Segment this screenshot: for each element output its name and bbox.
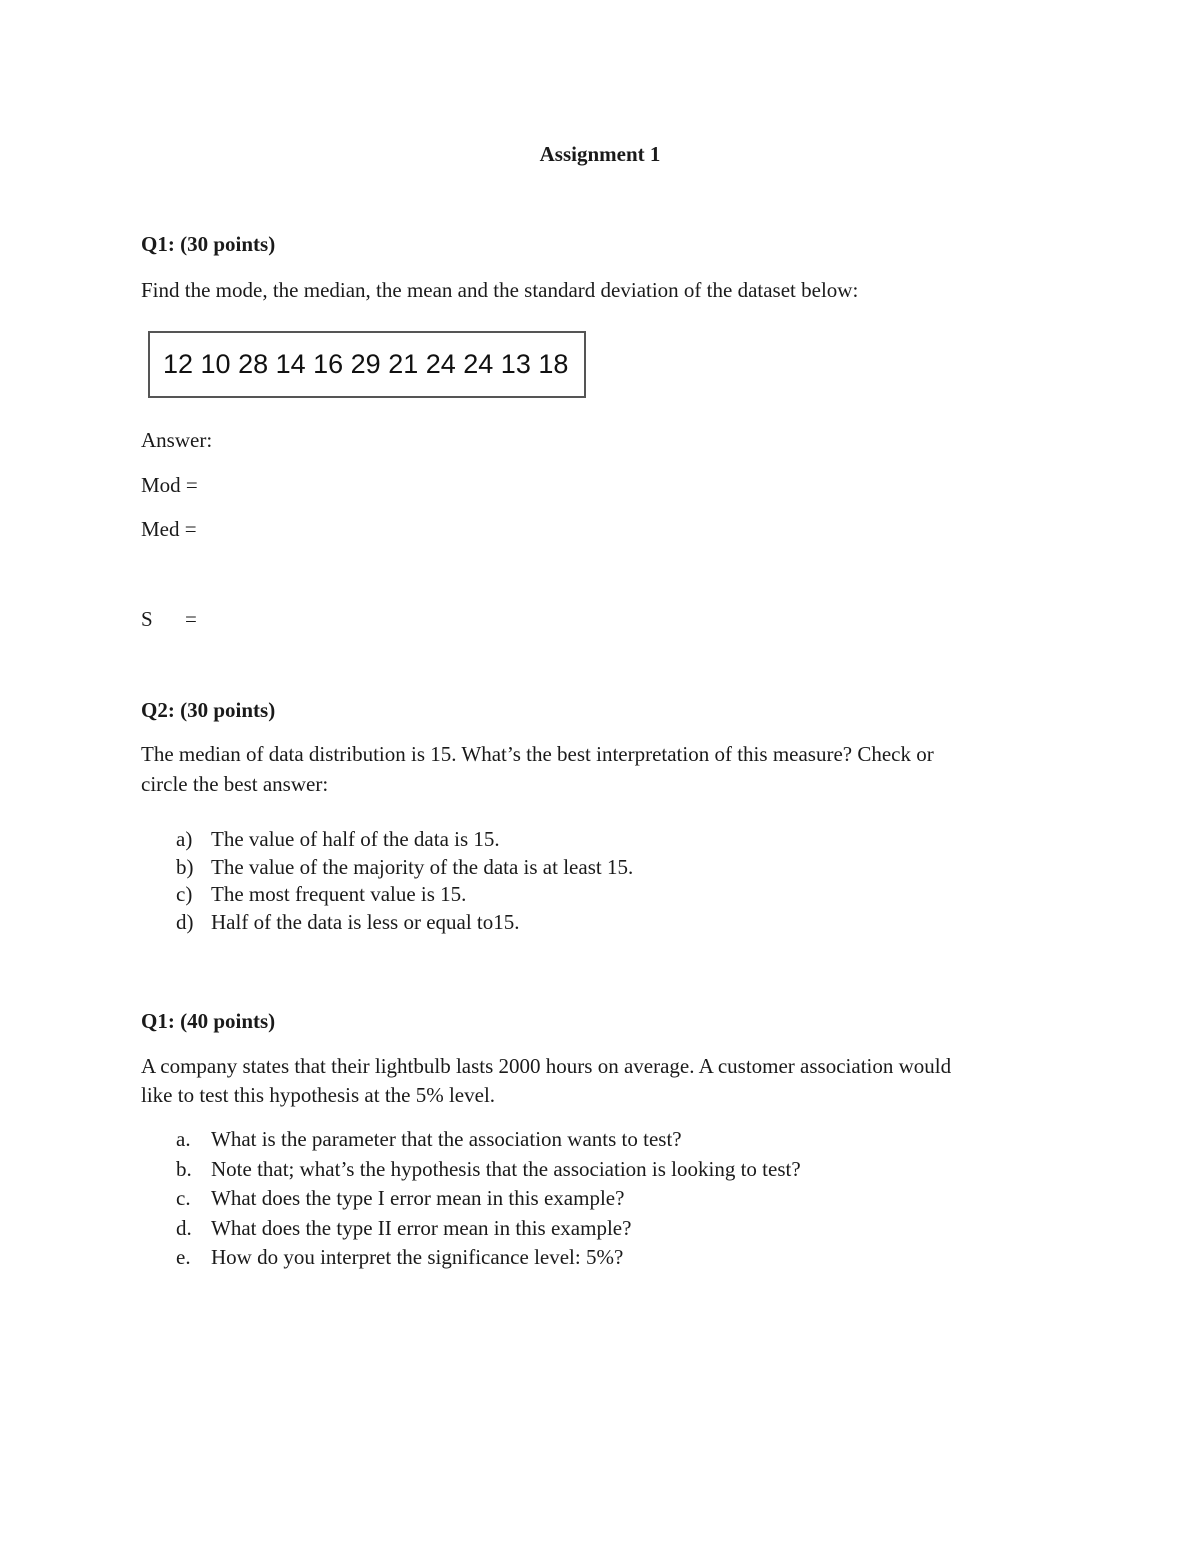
item-text: What is the parameter that the association wants to test? xyxy=(211,1127,682,1151)
item-text: How do you interpret the significance level: 5%? xyxy=(211,1245,624,1269)
q1-points: : (30 points) xyxy=(167,232,276,256)
option-text: The value of half of the data is 15. xyxy=(211,827,500,851)
item-text: What does the type II error mean in this example? xyxy=(211,1215,632,1240)
q3-heading xyxy=(141,1009,275,1034)
std-dev-answer-line xyxy=(141,607,197,632)
dataset-box xyxy=(148,331,586,398)
q3-prompt-line-2: like to test this hypothesis at the 5% level. xyxy=(141,1083,496,1107)
q2-points: : (30 points) xyxy=(167,698,276,722)
option-text: The most frequent value is 15. xyxy=(211,882,467,906)
item-marker: c. xyxy=(176,1186,191,1210)
q1-heading xyxy=(141,232,275,257)
item-text: Note that; what’s the hypothesis that the association is looking to test? xyxy=(211,1156,801,1181)
median-answer-line: Med = xyxy=(141,517,197,541)
item-marker: e. xyxy=(176,1245,191,1269)
q3-label: Q1: xyxy=(141,1009,181,1033)
option-marker: d) xyxy=(176,909,194,934)
q3-prompt-line-1: A company states that their lightbulb lasts 2000 hours on average. A customer association would xyxy=(141,1054,952,1078)
dataset-values: 12 10 28 14 16 29 21 24 24 13 18 xyxy=(163,349,569,379)
answer-label: Answer: xyxy=(141,428,213,452)
q1-prompt: Find the mode, the median, the mean and the standard deviation of the dataset below: xyxy=(141,278,859,302)
item-marker: d. xyxy=(176,1215,192,1240)
item-marker: a. xyxy=(176,1127,191,1151)
option-text: Half of the data is less or equal to15. xyxy=(211,909,520,934)
q2-heading xyxy=(141,698,275,723)
option-marker: c) xyxy=(176,882,193,906)
item-marker: b. xyxy=(176,1156,192,1181)
option-text: The value of the majority of the data is at least 15. xyxy=(211,854,634,879)
mode-answer-line: Mod = xyxy=(141,473,198,497)
document-title: Assignment 1 xyxy=(539,142,661,166)
item-text: What does the type I error mean in this example? xyxy=(211,1186,625,1210)
option-marker: a) xyxy=(176,827,193,851)
std-dev-equals: = xyxy=(185,607,197,631)
option-marker: b) xyxy=(176,854,194,879)
std-dev-symbol: S xyxy=(141,607,153,631)
q2-prompt-line-2: circle the best answer: xyxy=(141,772,329,796)
q3-points: (40 points) xyxy=(180,1009,276,1033)
q2-label: Q2 xyxy=(141,698,168,722)
q2-prompt-line-1: The median of data distribution is 15. What’s the best interpretation of this measure? Check or xyxy=(141,742,934,766)
q1-label: Q1 xyxy=(141,232,168,256)
